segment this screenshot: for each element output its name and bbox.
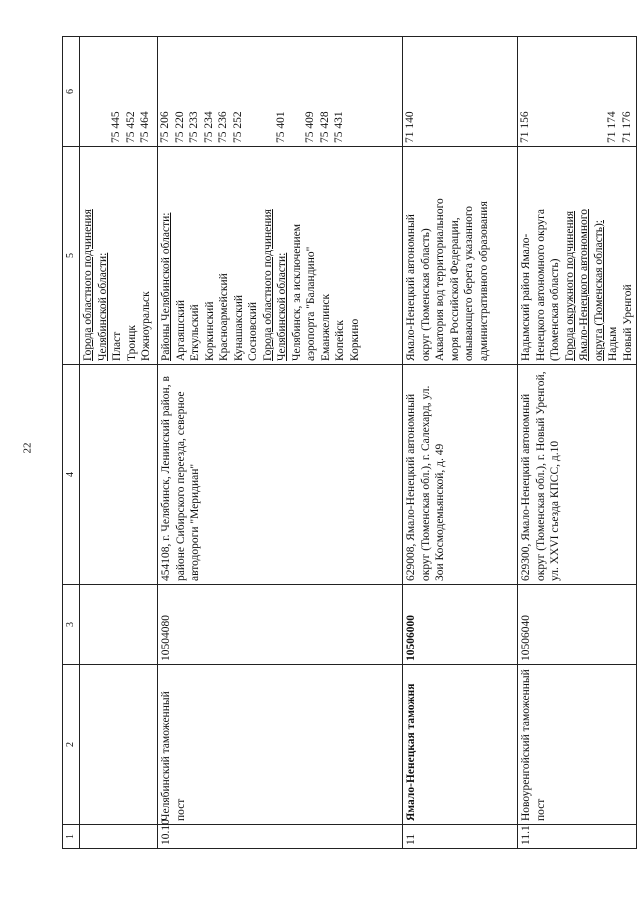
okato-code: 75 206 (159, 111, 171, 143)
territory-line: Челябинск, за исключением (290, 223, 303, 361)
okato-code: 75 252 (231, 111, 244, 143)
row-number-text: 10.10 (160, 819, 172, 845)
column-header: 2 (63, 665, 80, 825)
row-number (80, 825, 158, 849)
territory-line: Челябинской области: (96, 252, 109, 361)
row-number (518, 825, 637, 849)
post-name (158, 665, 403, 825)
table-row (518, 37, 637, 849)
table-row (80, 37, 158, 849)
post-code (158, 585, 403, 665)
post-address-text: 629300, Ямало-Ненецкий автономный округ (Тюменская обл.), г. Новый Уренгой, ул. XXVI съезда КПСС, д.10 (520, 371, 561, 581)
post-name-text: Челябинский таможенный пост (160, 691, 187, 821)
table-container (62, 37, 634, 849)
post-address (518, 365, 637, 585)
territory-line: омывающего берега указанного (463, 205, 475, 361)
okato-cell (403, 37, 518, 147)
territory-line: Коркино (348, 318, 361, 361)
okato-code (245, 40, 260, 143)
table-row (403, 37, 518, 849)
territory-cell (403, 147, 518, 365)
okato-code (260, 40, 275, 143)
territory-line: Челябинской области: (276, 252, 288, 361)
post-address-text: 629008, Ямало-Ненецкий автономный округ (Тюменская обл.), г. Салехард, ул. Зои Космодемьянской, д. 49 (405, 385, 446, 581)
post-code (403, 585, 518, 665)
territory-line: Пласт (111, 331, 123, 361)
okato-code (576, 40, 591, 143)
territory-line: Акватория вод территориального (434, 198, 446, 361)
post-address (403, 365, 518, 585)
post-code-text: 10506040 (520, 615, 532, 661)
territory-line: (Тюменская область) (549, 258, 561, 361)
okato-code (80, 40, 95, 143)
okato-code: 75 401 (275, 111, 287, 143)
okato-code: 75 431 (333, 111, 345, 143)
rotated-table-frame (62, 37, 634, 849)
okato-code (289, 40, 304, 143)
post-address (158, 365, 403, 585)
territory-line: Еманжелинск (319, 293, 332, 361)
territory-line: Города окружного подчинения (563, 210, 576, 361)
row-number-text: 11 (405, 833, 417, 845)
post-code (80, 585, 158, 665)
post-name-text: Новоуренгойский таможенный пост (520, 669, 547, 821)
column-header: 1 (63, 825, 80, 849)
territory-line: Красноармейский (218, 273, 230, 361)
territory-cell (80, 147, 158, 365)
territory-line: аэропорта "Баландино" (305, 246, 317, 361)
territory-line: Аргаяшский (174, 299, 187, 361)
territory-cell (518, 147, 637, 365)
row-number-text: 11.1 (520, 825, 532, 845)
okato-code: 75 220 (173, 111, 186, 143)
territory-line: Сосновский (247, 301, 259, 361)
okato-code: 75 233 (188, 111, 200, 143)
territory-line: моря Российской Федерации, (448, 217, 461, 361)
territory-line: Новый Уренгой (621, 284, 634, 361)
territory-line: Надым (607, 326, 619, 361)
territory-line: Кунашакский (232, 294, 245, 361)
okato-code: 71 156 (519, 111, 531, 143)
column-header: 4 (63, 365, 80, 585)
page-number: 22 (21, 442, 34, 454)
column-header: 5 (63, 147, 80, 365)
territory-line: Троицк (125, 325, 138, 361)
post-name (403, 665, 518, 825)
okato-code (95, 40, 110, 143)
territory-line: Города областного подчинения (261, 209, 274, 361)
territory-line: округа (Тюменская область): (592, 220, 605, 361)
okato-code: 75 464 (139, 111, 151, 143)
territory-line: административного образования (477, 201, 490, 361)
header-row (63, 37, 80, 849)
territory-line: Ямало-Ненецкого автономного (578, 209, 590, 361)
post-address (80, 365, 158, 585)
row-number (158, 819, 403, 849)
territory-cell (158, 147, 403, 365)
column-header: 3 (63, 585, 80, 665)
okato-code: 71 174 (606, 111, 618, 143)
row-number (403, 825, 518, 849)
territory-line: округ (Тюменская область) (419, 228, 432, 361)
territory-line: Районы Челябинской области: (160, 212, 172, 361)
okato-code: 75 428 (318, 111, 331, 143)
customs-table (62, 36, 637, 849)
territory-line: Коркинский (203, 301, 216, 361)
territory-line: Надымский район Ямало- (520, 233, 532, 361)
okato-code: 75 234 (202, 111, 215, 143)
territory-line: Ненецкого автономного округа (534, 209, 547, 361)
okato-code (547, 40, 562, 143)
okato-code (591, 40, 606, 143)
post-name-text: Ямало-Ненецкая таможня (405, 683, 417, 821)
column-header: 6 (63, 37, 80, 147)
okato-code (562, 40, 577, 143)
post-code-text: 10504080 (160, 615, 172, 661)
okato-code (533, 40, 548, 143)
post-address-text: 454108, г. Челябинск, Ленинский район, в районе Сибирского переезда, северное автодороги "Меридиан" (160, 376, 201, 581)
territory-line: Еткульский (189, 304, 201, 361)
post-name (518, 665, 637, 825)
post-code (518, 585, 637, 665)
okato-code: 71 176 (620, 111, 633, 143)
territory-line: Города областного подчинения (82, 209, 94, 361)
territory-line: Ямало-Ненецкий автономный (405, 214, 417, 361)
okato-cell (158, 37, 403, 147)
okato-code: 75 452 (124, 111, 137, 143)
table-row (158, 37, 403, 849)
okato-cell (518, 37, 637, 147)
territory-line: Южноуральск (140, 291, 152, 361)
okato-code: 75 445 (110, 111, 122, 143)
post-name (80, 665, 158, 825)
okato-code: 71 140 (404, 111, 416, 143)
okato-code: 75 236 (217, 111, 229, 143)
table-body (80, 37, 637, 849)
okato-code: 75 409 (304, 111, 316, 143)
post-code-text: 10506000 (405, 615, 417, 661)
territory-line: Копейск (334, 320, 346, 361)
okato-cell (80, 37, 158, 147)
